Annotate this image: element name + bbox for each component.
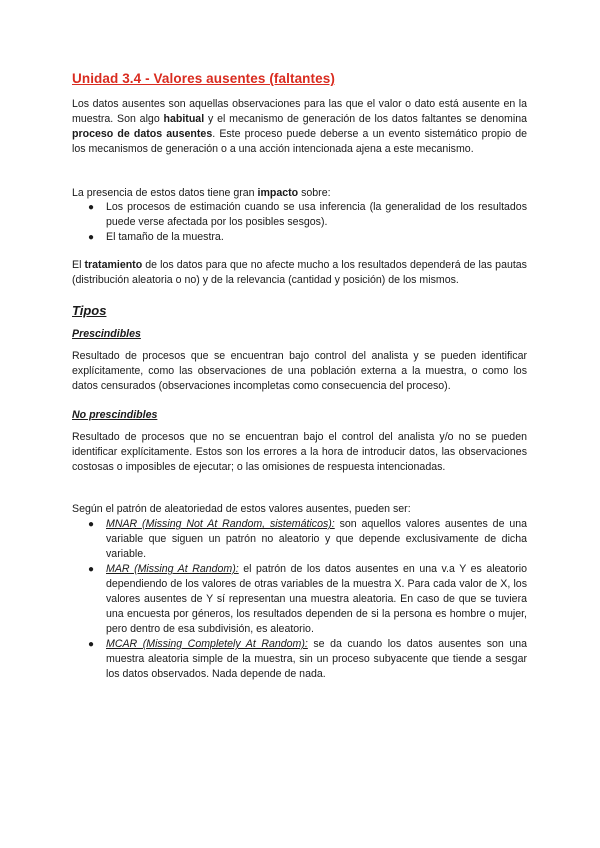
patterns-intro: Según el patrón de aleatoriedad de estos valores ausentes, pueden ser: bbox=[72, 503, 411, 515]
list-item-mcar: ● MCAR (Missing Completely At Random): se da cuando los datos ausentes son una muestra aleatoria simple de la muestra, sin un proceso subyacente que tiende a sesgar los datos observados. Nada depende de nada. bbox=[88, 638, 527, 680]
page-title: Unidad 3.4 - Valores ausentes (faltantes) bbox=[72, 71, 335, 86]
list-item: ● El tamaño de la muestra. bbox=[88, 231, 224, 243]
list-item: ● Los procesos de estimación cuando se usa inferencia (la generalidad de los resultados puede verse afectada por los posibles sesgos). bbox=[88, 201, 527, 228]
bullet-icon: ● bbox=[88, 519, 95, 530]
intro-paragraph: Los datos ausentes son aquellas observaciones para las que el valor o dato está ausente en la muestra. Son algo habitual y el mecanismo de generación de los datos faltantes se denomina proceso de datos ausentes. Este proceso puede deberse a un evento sistemático propio de los mecanismos de generación o a una acción intencionada ajena a este mecanismo. bbox=[72, 98, 528, 155]
no-prescindibles-heading: No prescindibles bbox=[72, 409, 158, 421]
bullet-icon: ● bbox=[88, 202, 95, 213]
impact-list bbox=[72, 200, 527, 245]
tipos-heading: Tipos bbox=[72, 303, 107, 318]
list-item-mnar: ● MNAR (Missing Not At Random, sistemáticos): son aquellos valores ausentes de una variable que siguen un patrón no aleatorio y que depende exclusivamente de dicha variable. bbox=[88, 518, 527, 560]
prescindibles-heading: Prescindibles bbox=[72, 328, 141, 340]
bullet-icon: ● bbox=[88, 564, 95, 575]
impact-paragraph: La presencia de estos datos tiene gran impacto sobre: bbox=[72, 187, 331, 199]
prescindibles-paragraph: Resultado de procesos que se encuentran bajo control del analista y se pueden identificar explícitamente, como las observaciones de una población externa a la muestra, o como los datos censurados (observaciones incompletas como consecuencia del proceso). bbox=[72, 350, 527, 392]
treatment-paragraph: El tratamiento de los datos para que no afecte mucho a los resultados dependerá de las pautas (distribución aleatoria o no) y de la relevancia (cantidad y posición) de los mismos. bbox=[72, 259, 527, 286]
no-prescindibles-paragraph: Resultado de procesos que no se encuentran bajo el control del analista y/o no se pueden identificar explícitamente. Estos son los errores a la hora de introducir datos, las observaciones costosas o imposibles de ejecutar; o las omisiones de respuesta intencionadas. bbox=[72, 431, 527, 473]
bullet-icon: ● bbox=[88, 232, 95, 243]
bullet-icon: ● bbox=[88, 639, 95, 650]
list-item-mar: ● MAR (Missing At Random): el patrón de los datos ausentes en una v.a Y es aleatorio dependiendo de los valores de otras variables de la muestra X. Para cada valor de X, los valores ausentes de Y sí representan una muestra aleatoria. En caso de que se tuviera una encuesta por géneros, los resultados dependen de si la persona es hombre o mujer, pero dentro de esa subdivisión, es aleatorio. bbox=[88, 563, 527, 635]
patterns-list bbox=[72, 517, 527, 682]
